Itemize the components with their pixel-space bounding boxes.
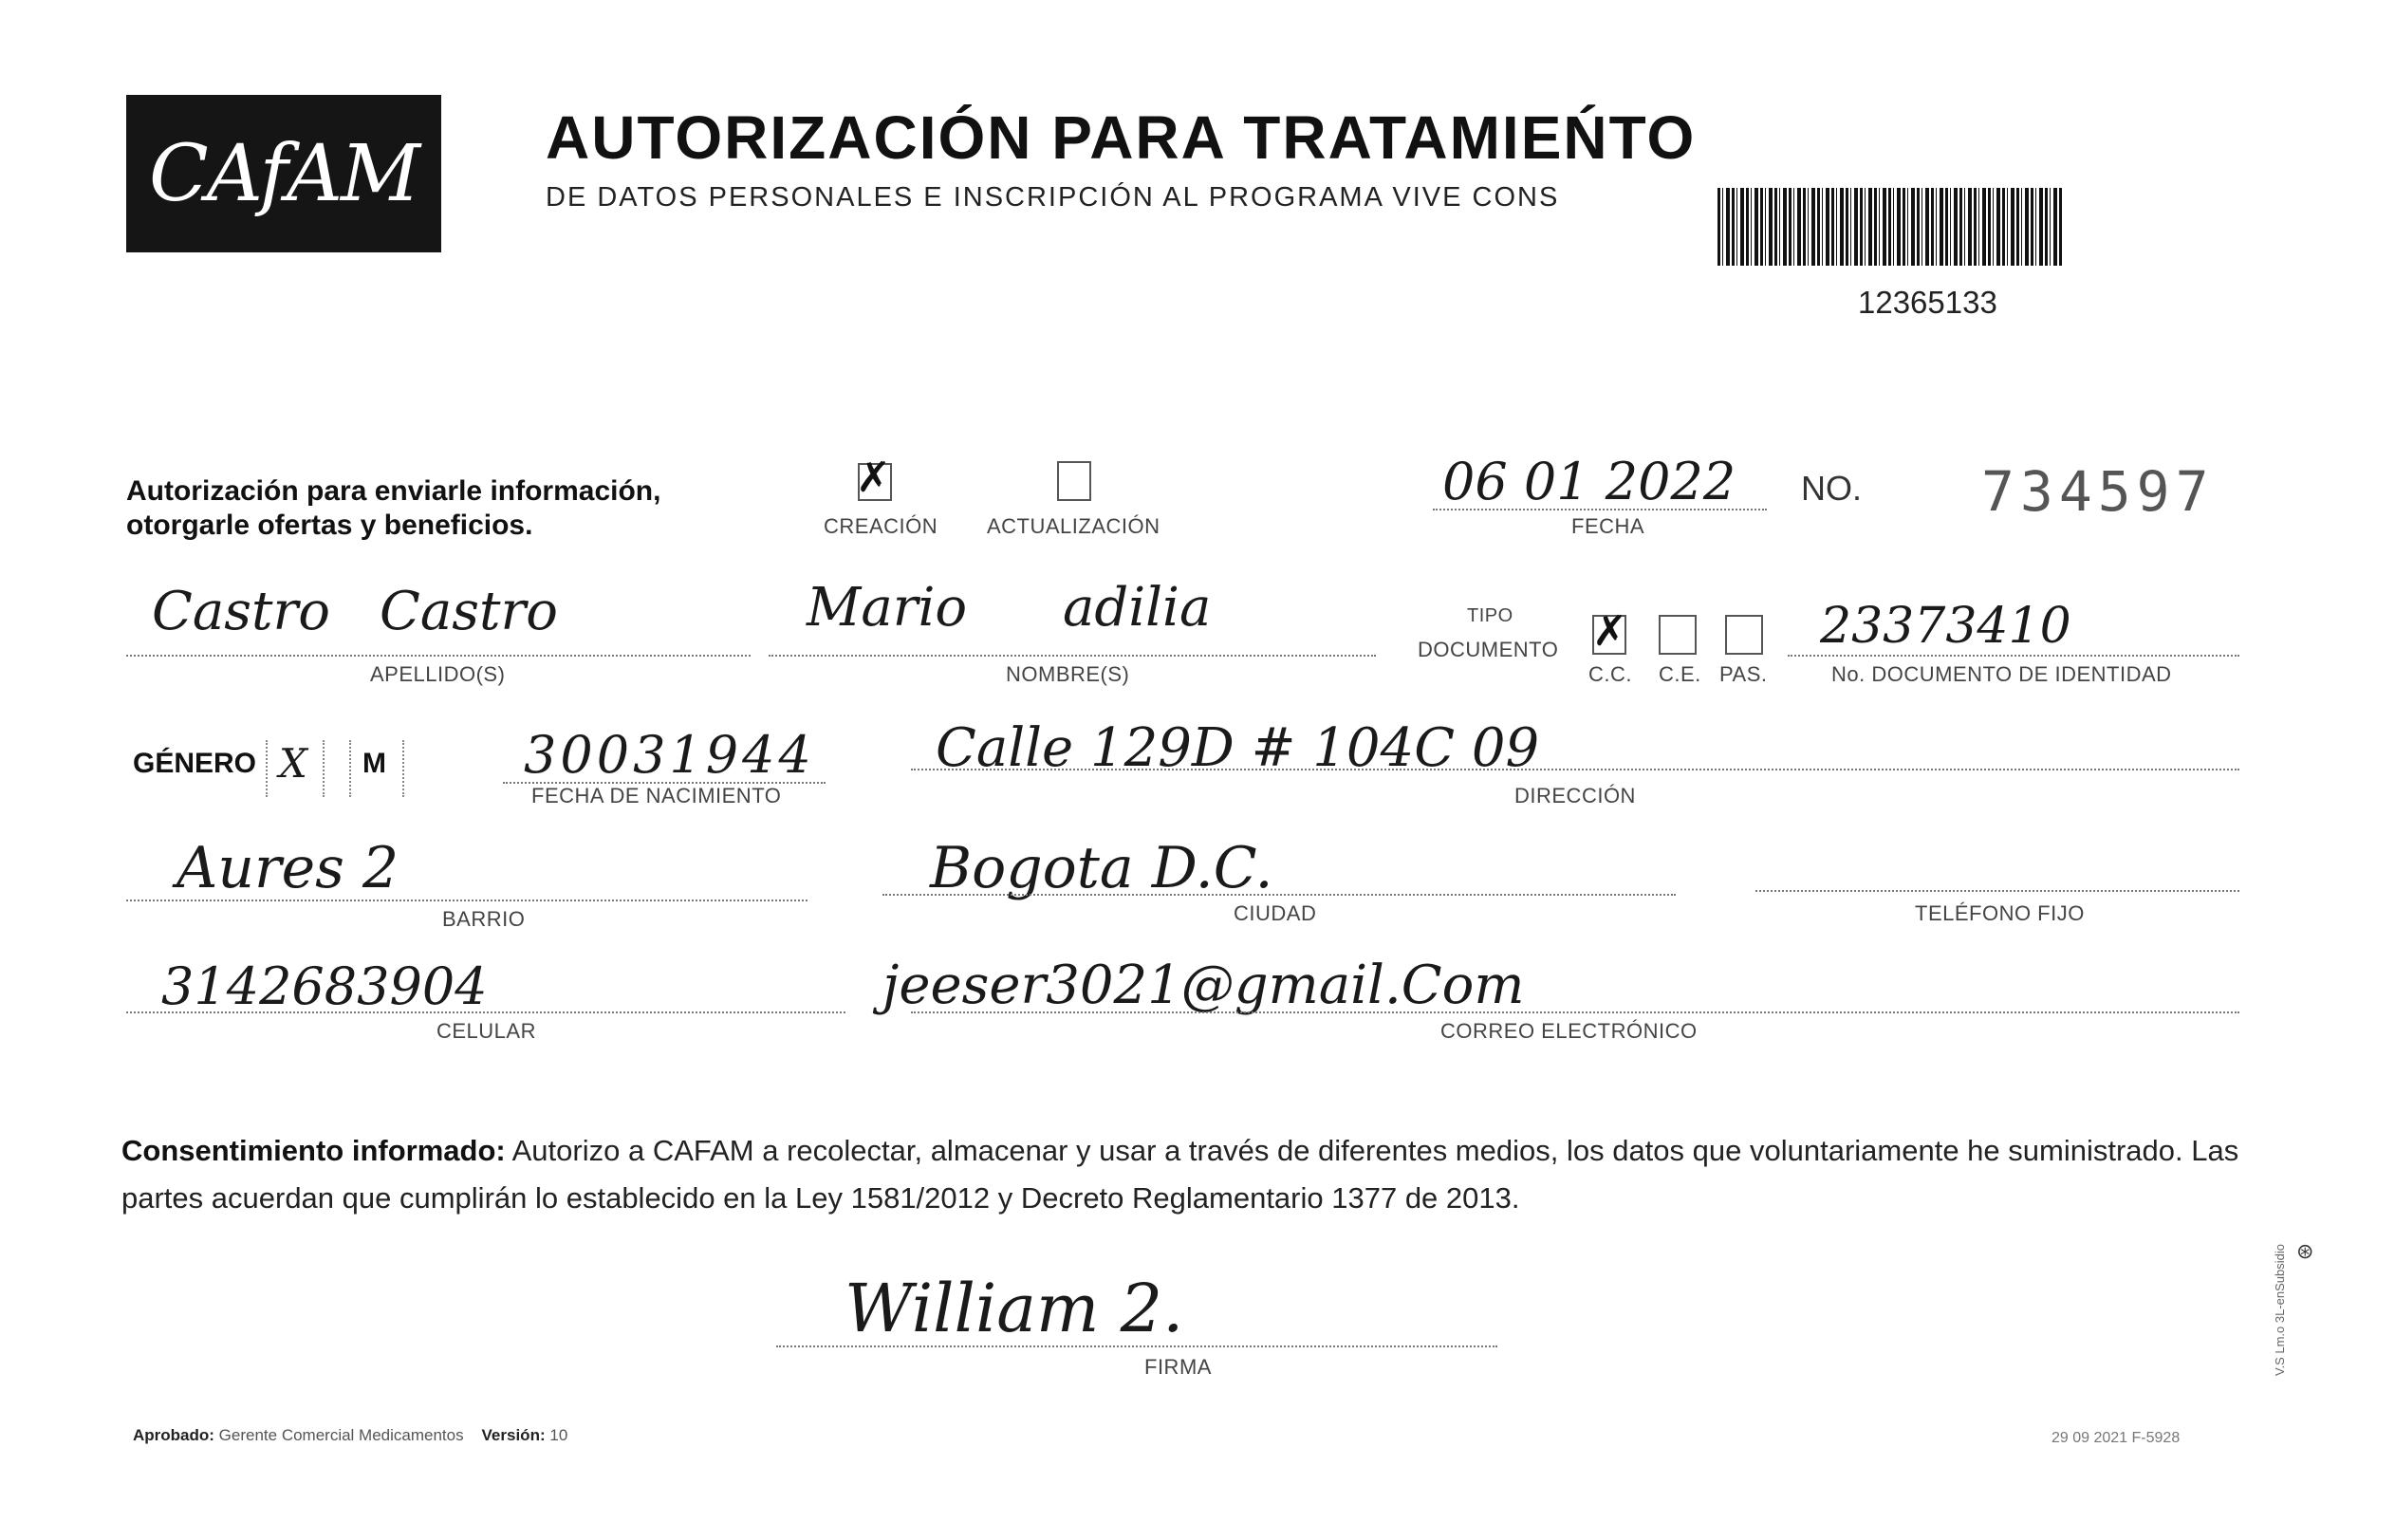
barrio-line (126, 900, 808, 901)
correo-value: jeeser3021@gmail.Com (882, 955, 1525, 1016)
apellido-2-value: Castro (380, 581, 558, 642)
apellidos-label: APELLIDO(S) (370, 662, 506, 686)
genero-f-mark: X (279, 740, 307, 787)
genero-label: GÉNERO (133, 748, 257, 779)
documento-label: No. DOCUMENTO DE IDENTIDAD (1831, 662, 2172, 686)
cafam-logo (126, 95, 441, 252)
tipo-documento-label-1: TIPO (1467, 605, 1513, 626)
barcode-number: 12365133 (1858, 285, 1997, 320)
aprobado-value: Gerente Comercial Medicamentos (218, 1426, 464, 1444)
cc-check-mark: ✗ (1592, 607, 1627, 656)
nombres-line (769, 655, 1376, 657)
logo-text: CAfAM (148, 128, 419, 219)
celular-value: 3142683904 (161, 956, 488, 1016)
documento-line (1788, 655, 2239, 657)
firma-line (776, 1345, 1497, 1347)
genero-divider-4 (402, 740, 404, 797)
numero-value: 734597 (1981, 459, 2215, 524)
form-title: AUTORIZACIÓN PARA TRATAMIEŃTO (546, 103, 1697, 172)
fecha-value: 06 01 2022 (1442, 452, 1736, 511)
documento-value: 23373410 (1820, 598, 2071, 655)
footer-date-code: 29 09 2021 F-5928 (2052, 1430, 2181, 1446)
fecha-nacimiento-value: 30031944 (524, 725, 815, 785)
version-value: 10 (549, 1426, 568, 1444)
intro-line-1: Autorización para enviarle información, (126, 475, 661, 507)
side-vertical-text: V.S Lm.o 3L-enSubsidio (2273, 1243, 2287, 1376)
nombre-1-value: Mario (807, 577, 968, 639)
telefono-line (1755, 890, 2239, 892)
barrio-value: Aures 2 (176, 835, 399, 901)
direccion-line (911, 769, 2239, 770)
firma-label: FIRMA (1144, 1355, 1212, 1379)
correo-label: CORREO ELECTRÓNICO (1440, 1019, 1698, 1043)
firma-value: William 2. (845, 1270, 1184, 1347)
direccion-label: DIRECCIÓN (1514, 784, 1636, 807)
pas-label: PAS. (1719, 662, 1768, 686)
ce-label: C.E. (1659, 662, 1701, 686)
pas-checkbox[interactable] (1725, 615, 1763, 655)
telefono-label: TELÉFONO FIJO (1915, 901, 2085, 925)
correo-line (911, 1011, 2239, 1013)
ce-checkbox[interactable] (1659, 615, 1697, 655)
ciudad-value: Bogota D.C. (930, 835, 1273, 901)
consent-lead: Consentimiento informado: (121, 1134, 506, 1167)
numero-label: NO. (1801, 469, 1863, 508)
creacion-label: CREACIÓN (824, 514, 938, 538)
version-label: Versión: (481, 1426, 546, 1444)
barrio-label: BARRIO (442, 907, 526, 931)
ciudad-line (882, 894, 1676, 896)
creacion-check-mark: ✗ (856, 454, 891, 502)
nombres-label: NOMBRE(S) (1006, 662, 1130, 686)
genero-divider-1 (266, 740, 268, 797)
side-logo-icon: ⊛ (2296, 1239, 2314, 1263)
genero-divider-3 (349, 740, 351, 797)
aprobado-label: Aprobado: (133, 1426, 214, 1444)
apellido-1-value: Castro (152, 581, 330, 642)
actualizacion-checkbox[interactable] (1057, 461, 1091, 501)
direccion-value: Calle 129D # 104C 09 (936, 717, 1540, 779)
apellidos-line (126, 655, 751, 657)
form-subtitle: DE DATOS PERSONALES E INSCRIPCIÓN AL PROGRAMA VIVE CONS (546, 182, 1560, 213)
tipo-documento-label-2: DOCUMENTO (1418, 638, 1559, 661)
genero-m-label: M (362, 748, 386, 779)
fecha-line (1433, 509, 1767, 510)
genero-divider-2 (323, 740, 325, 797)
ciudad-label: CIUDAD (1234, 901, 1317, 925)
cc-label: C.C. (1588, 662, 1632, 686)
footer-approval (133, 1426, 567, 1445)
actualizacion-label: ACTUALIZACIÓN (987, 514, 1160, 538)
consent-paragraph (121, 1127, 2247, 1222)
intro-text (126, 474, 660, 543)
consent-text: Autorizo a CAFAM a recolectar, almacenar y usar a través de diferentes medios, los datos que voluntariamente he suministrado. Las partes acuerdan que cumplirán lo establecido en la Ley 1581/2012 y Decreto Reglamentario 1377 de 2013. (121, 1134, 2239, 1215)
barcode (1717, 188, 2064, 266)
celular-label: CELULAR (436, 1019, 536, 1043)
celular-line (126, 1011, 845, 1013)
intro-line-2: otorgarle ofertas y beneficios. (126, 510, 533, 541)
fecha-nacimiento-label: FECHA DE NACIMIENTO (531, 784, 782, 807)
fecha-label: FECHA (1571, 514, 1645, 538)
nombre-2-value: adilia (1063, 577, 1212, 639)
